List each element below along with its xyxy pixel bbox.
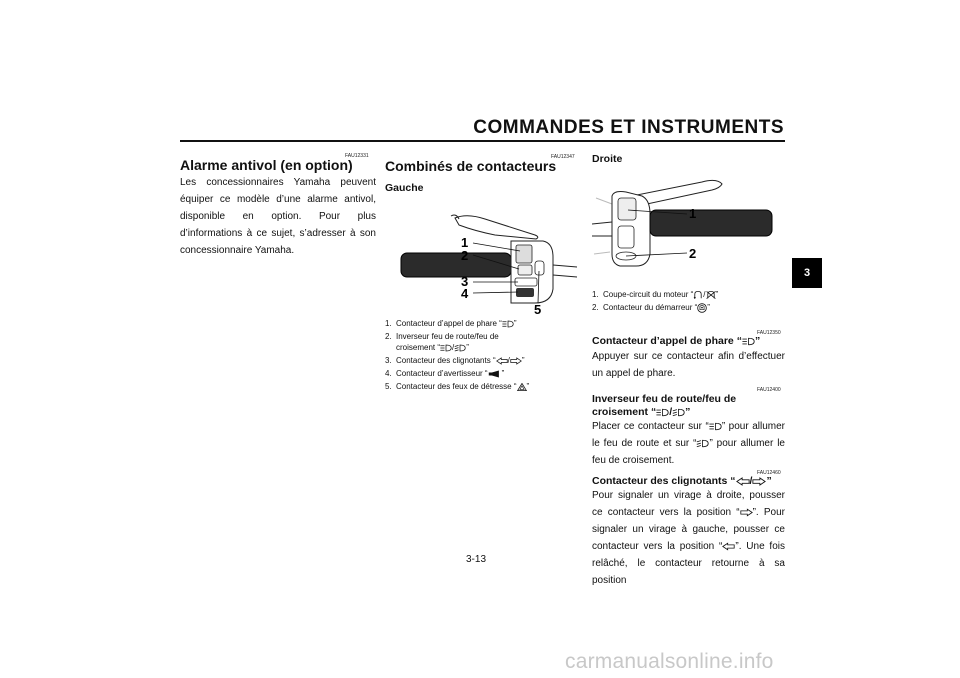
chapter-tab: 3 [792,258,822,288]
page-number: 3-13 [466,554,487,565]
section-heading-combines: Combinés de contacteurs [385,158,557,174]
clignotants-paragraph: Pour signaler un virage à droite, pousser ce contacteur vers la position “ ”. Pour signaler un virage à gauche, pousser ce contacteur vers la position “ ”. Une fois relâché, le contacteur retourne à sa position [592,490,785,586]
section-code: FAU12400 [757,387,781,393]
engine-off-icon [706,291,716,299]
caption-4: 4. Contacteur d’avertisseur “ ” [385,369,505,378]
caption-3: 3. Contacteur des clignotants “ / ” [385,356,525,365]
figure-label-1: 1 [689,206,697,221]
figure-label-3: 3 [461,274,469,289]
turn-left-icon [722,542,735,551]
heading-appel-phare: Contacteur d’appel de phare “ ” [592,335,761,347]
turn-right-icon [740,508,753,517]
turn-left-icon [496,357,508,365]
caption-2: 2. Inverseur feu de route/feu de [385,332,499,341]
engine-run-icon [693,291,703,299]
starter-icon [697,303,707,313]
subheading-droite: Droite [592,153,623,165]
high-beam-icon [742,337,755,346]
low-beam-icon [454,344,466,352]
turn-right-icon [752,477,766,486]
header-rule [180,140,785,142]
high-beam-icon [502,320,514,328]
caption-1: 1. Contacteur d’appel de phare “ ” [385,319,517,328]
figure-label-1: 1 [461,235,469,250]
section-heading-antivol: Alarme antivol (en option) [180,157,353,173]
section-code: FAU12347 [551,154,575,160]
horn-icon [488,370,502,378]
low-beam-icon [696,439,709,448]
watermark: carmanualsonline.info [565,650,774,673]
section-code: FAU12331 [345,153,369,159]
figure-label-2: 2 [689,246,697,261]
high-beam-icon [440,344,452,352]
turn-right-icon [510,357,522,365]
heading-inverseur-line2: croisement “ / ” [592,406,691,418]
left-switch-figure [385,205,580,317]
section-code: FAU12460 [757,470,781,476]
subheading-gauche: Gauche [385,182,424,194]
figure-label-2: 2 [461,248,469,263]
caption-5: 5. Contacteur des feux de détresse “ ” [385,382,530,391]
right-switch-captions [592,289,787,313]
turn-left-icon [736,477,750,486]
heading-clignotants: Contacteur des clignotants “ / ” [592,475,772,487]
page-header-title: COMMANDES ET INSTRUMENTS [473,117,784,138]
figure-label-4: 4 [461,286,469,301]
right-switch-figure [592,174,787,286]
section-code: FAU12350 [757,330,781,336]
caption-2-line2: croisement “ / ” [396,343,469,352]
left-switch-captions [385,318,575,392]
appel-phare-paragraph: Appuyer sur ce contacteur afin d’effectuer un appel de phare. [592,351,785,379]
heading-inverseur-line1: Inverseur feu de route/feu de [592,393,737,405]
hazard-icon [517,383,527,391]
figure-label-5: 5 [534,302,542,317]
high-beam-icon [709,422,722,431]
caption-2: 2. Contacteur du démarreur “ ” [592,303,710,312]
low-beam-icon [672,408,685,417]
caption-1: 1. Coupe-circuit du moteur “ / ” [592,290,719,299]
inverseur-paragraph: Placer ce contacteur sur “ ” pour allumer le feu de route et sur “ ” pour allumer le feu de croisement. [592,421,785,466]
antivol-paragraph: Les concessionnaires Yamaha peuvent équiper ce modèle d’une alarme antivol, disponible en option. Pour plus d’informations à ce sujet, s’adresser à son concessionnaire Yamaha. [180,177,376,256]
high-beam-icon [656,408,669,417]
